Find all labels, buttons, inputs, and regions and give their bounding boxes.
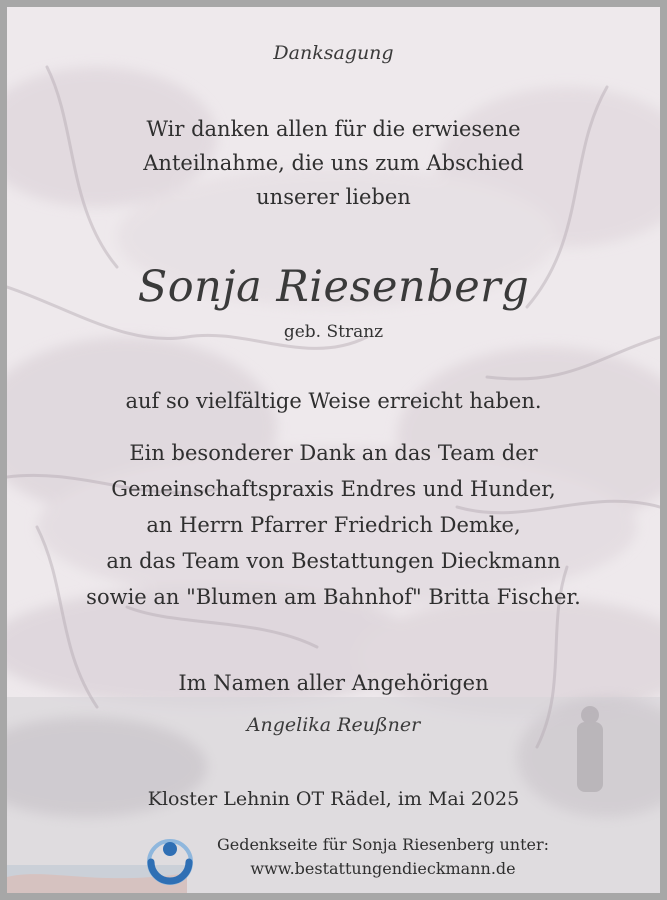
intro-line-1: Wir danken allen für die erwiesene — [146, 117, 521, 141]
body-line-4: an Herrn Pfarrer Friedrich Demke, — [146, 513, 521, 537]
memorial-logo-icon — [142, 831, 198, 887]
signature-line-1: Im Namen aller Angehörigen — [178, 671, 489, 695]
intro-line-2: Anteilnahme, die uns zum Abschied — [143, 151, 524, 175]
body-line-6: sowie an "Blumen am Bahnhof" Britta Fischer. — [86, 585, 581, 609]
memorial-website-link[interactable]: www.bestattungendieckmann.de — [250, 859, 516, 878]
body-line-5: an das Team von Bestattungen Dieckmann — [106, 549, 561, 573]
intro-line-3: unserer lieben — [256, 185, 411, 209]
heading: Danksagung — [273, 42, 394, 64]
deceased-name: Sonja Riesenberg — [137, 262, 530, 312]
body-line-1: auf so vielfältige Weise erreicht haben. — [125, 389, 542, 413]
signature-name: Angelika Reußner — [246, 714, 421, 736]
obituary-content — [7, 7, 660, 893]
memorial-page-note: Gedenkseite für Sonja Riesenberg unter: — [216, 835, 550, 854]
maiden-name: geb. Stranz — [283, 322, 384, 342]
place-and-date: Kloster Lehnin OT Rädel, im Mai 2025 — [147, 788, 520, 810]
body-line-3: Gemeinschaftspraxis Endres und Hunder, — [111, 477, 556, 501]
body-line-2: Ein besonderer Dank an das Team der — [129, 441, 538, 465]
